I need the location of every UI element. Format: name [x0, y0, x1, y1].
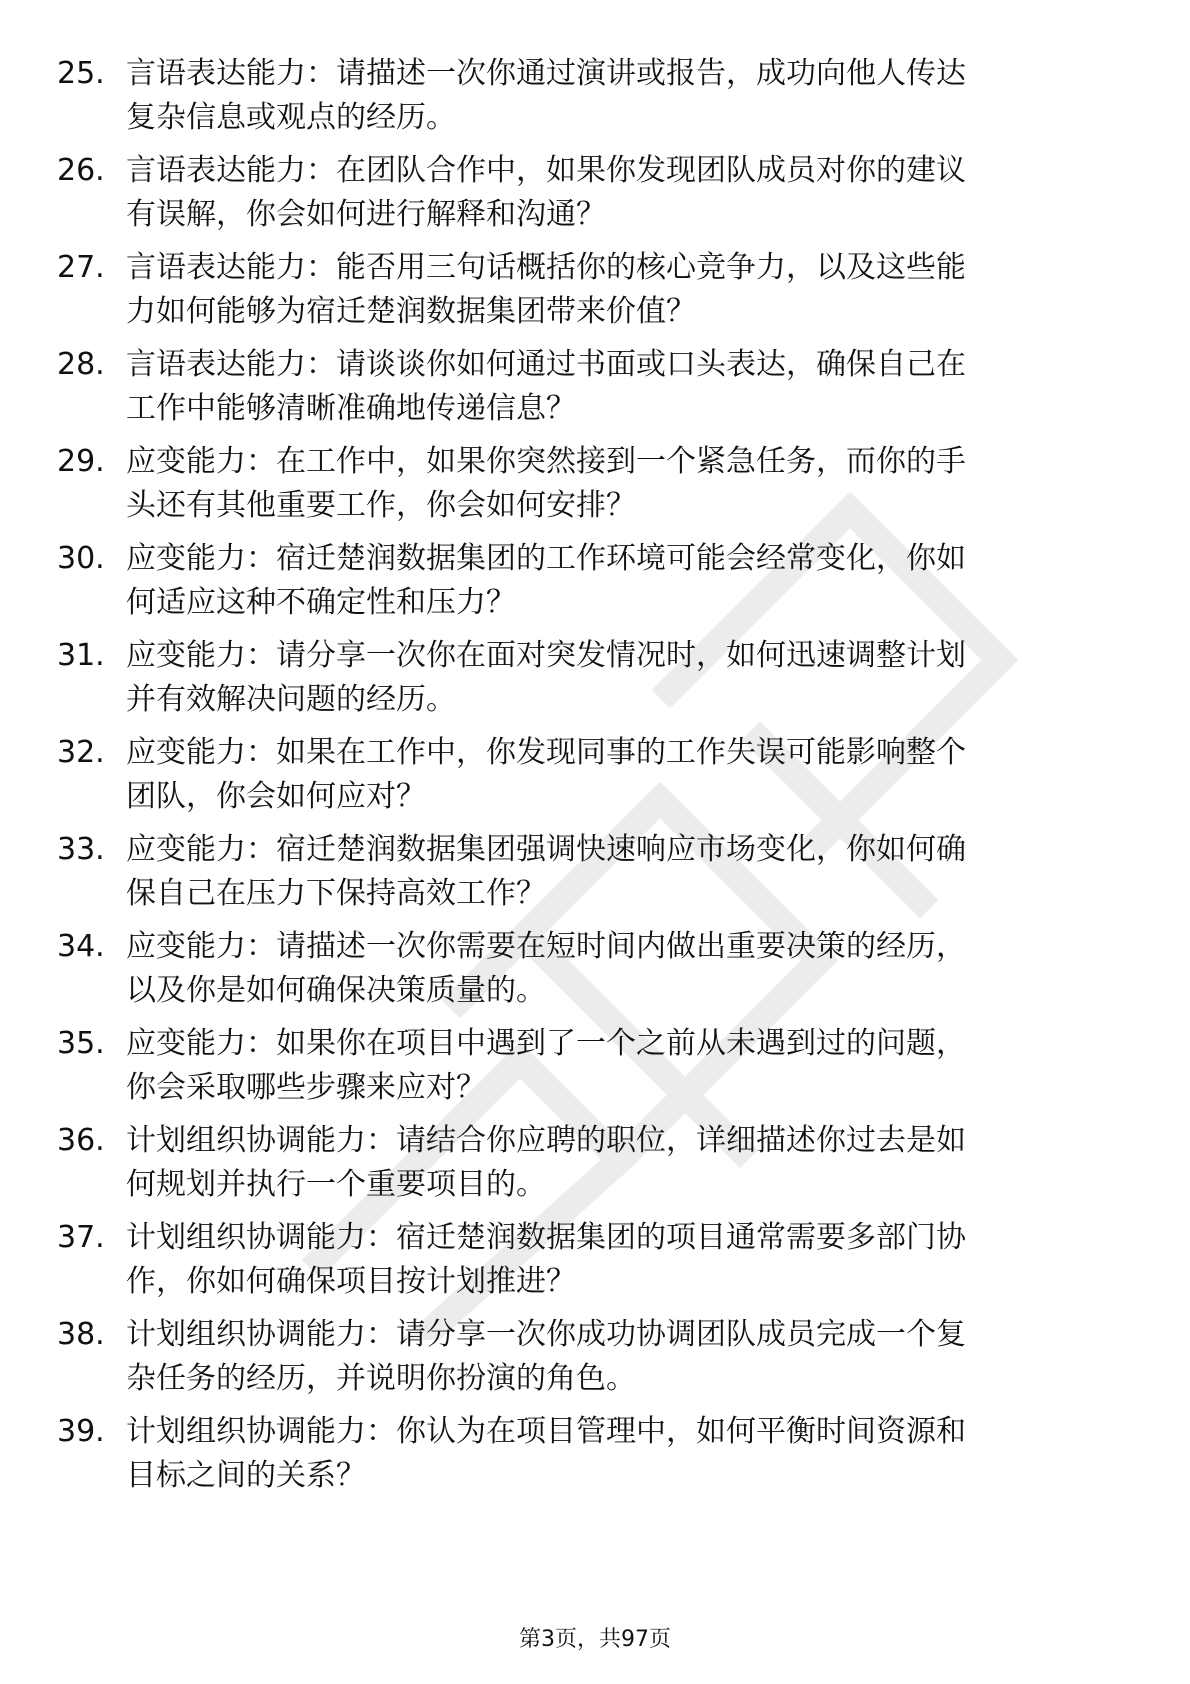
question-number: 30.: [57, 541, 105, 576]
question-text: [126, 1119, 1106, 1207]
question-number: 36.: [57, 1123, 105, 1158]
question-line: 并有效解决问题的经历。: [126, 682, 456, 717]
question-text: [126, 343, 1106, 431]
question-number: 26.: [57, 153, 105, 188]
question-line: 应变能力：宿迁楚润数据集团的工作环境可能会经常变化，你如: [126, 541, 966, 576]
question-line: 有误解，你会如何进行解释和沟通？: [126, 197, 606, 232]
question-number: 34.: [57, 929, 105, 964]
question-line: 言语表达能力：在团队合作中，如果你发现团队成员对你的建议: [126, 153, 966, 188]
question-text: [126, 1216, 1106, 1304]
question-number: 29.: [57, 444, 105, 479]
question-text: [126, 149, 1106, 237]
question-text: [126, 537, 1106, 625]
question-number: 37.: [57, 1220, 105, 1255]
question-line: 目标之间的关系？: [126, 1458, 366, 1493]
question-line: 保自己在压力下保持高效工作？: [126, 876, 546, 911]
question-line: 应变能力：请分享一次你在面对突发情况时，如何迅速调整计划: [126, 638, 966, 673]
question-text: [126, 731, 1106, 819]
question-line: 复杂信息或观点的经历。: [126, 100, 456, 135]
page-footer: 第3页，共97页: [519, 1627, 671, 1652]
question-number: 31.: [57, 638, 105, 673]
question-text: [126, 440, 1106, 528]
question-text: [126, 52, 1106, 140]
question-text: [126, 246, 1106, 334]
question-line: 团队，你会如何应对？: [126, 779, 426, 814]
question-text: [126, 1410, 1106, 1498]
question-line: 应变能力：请描述一次你需要在短时间内做出重要决策的经历，: [126, 929, 966, 964]
question-line: 你会采取哪些步骤来应对？: [126, 1070, 486, 1105]
question-number: 32.: [57, 735, 105, 770]
question-line: 何适应这种不确定性和压力？: [126, 585, 516, 620]
question-line: 计划组织协调能力：宿迁楚润数据集团的项目通常需要多部门协: [126, 1220, 966, 1255]
question-line: 以及你是如何确保决策质量的。: [126, 973, 546, 1008]
question-number: 27.: [57, 250, 105, 285]
question-line: 言语表达能力：能否用三句话概括你的核心竞争力，以及这些能: [126, 250, 966, 285]
question-line: 计划组织协调能力：你认为在项目管理中，如何平衡时间资源和: [126, 1414, 966, 1449]
question-line: 计划组织协调能力：请结合你应聘的职位，详细描述你过去是如: [126, 1123, 966, 1158]
question-line: 头还有其他重要工作，你会如何安排？: [126, 488, 636, 523]
question-text: [126, 1313, 1106, 1401]
question-text: [126, 634, 1106, 722]
question-line: 工作中能够清晰准确地传递信息？: [126, 391, 576, 426]
question-number: 35.: [57, 1026, 105, 1061]
question-text: [126, 1022, 1106, 1110]
question-line: 作，你如何确保项目按计划推进？: [126, 1264, 576, 1299]
question-line: 言语表达能力：请谈谈你如何通过书面或口头表达，确保自己在: [126, 347, 966, 382]
question-line: 言语表达能力：请描述一次你通过演讲或报告，成功向他人传达: [126, 56, 966, 91]
question-line: 应变能力：如果你在项目中遇到了一个之前从未遇到过的问题，: [126, 1026, 966, 1061]
question-number: 28.: [57, 347, 105, 382]
question-line: 杂任务的经历，并说明你扮演的角色。: [126, 1361, 636, 1396]
question-number: 33.: [57, 832, 105, 867]
question-line: 应变能力：在工作中，如果你突然接到一个紧急任务，而你的手: [126, 444, 966, 479]
question-line: 计划组织协调能力：请分享一次你成功协调团队成员完成一个复: [126, 1317, 966, 1352]
question-number: 39.: [57, 1414, 105, 1449]
question-line: 何规划并执行一个重要项目的。: [126, 1167, 546, 1202]
question-text: [126, 925, 1106, 1013]
question-text: [126, 828, 1106, 916]
question-line: 应变能力：如果在工作中，你发现同事的工作失误可能影响整个: [126, 735, 966, 770]
question-number: 38.: [57, 1317, 105, 1352]
question-line: 力如何能够为宿迁楚润数据集团带来价值？: [126, 294, 696, 329]
question-line: 应变能力：宿迁楚润数据集团强调快速响应市场变化，你如何确: [126, 832, 966, 867]
question-number: 25.: [57, 56, 105, 91]
